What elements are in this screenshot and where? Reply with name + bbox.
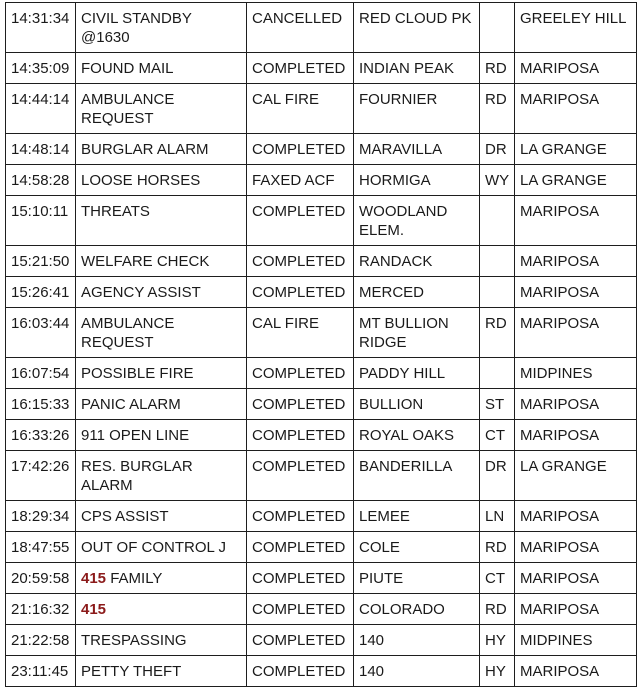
cell-disposition: COMPLETED — [247, 532, 354, 563]
cell-street: INDIAN PEAK — [354, 53, 480, 84]
cell-disposition: COMPLETED — [247, 358, 354, 389]
cell-disposition: COMPLETED — [247, 656, 354, 687]
cell-call-type: PETTY THEFT — [76, 656, 247, 687]
cell-time: 17:42:26 — [6, 451, 76, 501]
cell-call-type: AMBULANCE REQUEST — [76, 84, 247, 134]
cell-disposition: COMPLETED — [247, 625, 354, 656]
cell-city: MARIPOSA — [515, 53, 637, 84]
cell-call-type — [76, 594, 247, 625]
cell-street: RED CLOUD PK — [354, 3, 480, 53]
cell-street: LEMEE — [354, 501, 480, 532]
cell-time: 21:16:32 — [6, 594, 76, 625]
cell-time: 23:11:45 — [6, 656, 76, 687]
cell-street-type: DR — [480, 451, 515, 501]
table-row — [6, 358, 637, 389]
cell-time: 15:21:50 — [6, 246, 76, 277]
incident-log-table — [5, 2, 637, 687]
cell-time: 15:10:11 — [6, 196, 76, 246]
cell-disposition: COMPLETED — [247, 134, 354, 165]
table-row — [6, 656, 637, 687]
cell-street-type — [480, 358, 515, 389]
cell-street: HORMIGA — [354, 165, 480, 196]
cell-street: RANDACK — [354, 246, 480, 277]
cell-time: 16:03:44 — [6, 308, 76, 358]
cell-disposition: COMPLETED — [247, 246, 354, 277]
cell-street-type: RD — [480, 308, 515, 358]
cell-street-type: LN — [480, 501, 515, 532]
cell-street: FOURNIER — [354, 84, 480, 134]
table-row — [6, 451, 637, 501]
cell-street: MERCED — [354, 277, 480, 308]
cell-time: 14:44:14 — [6, 84, 76, 134]
cell-call-type: RES. BURGLAR ALARM — [76, 451, 247, 501]
cell-call-type: PANIC ALARM — [76, 389, 247, 420]
cell-call-type: POSSIBLE FIRE — [76, 358, 247, 389]
cell-city: MARIPOSA — [515, 563, 637, 594]
cell-time: 14:31:34 — [6, 3, 76, 53]
cell-time: 16:33:26 — [6, 420, 76, 451]
cell-street-type: HY — [480, 656, 515, 687]
cell-call-type: CPS ASSIST — [76, 501, 247, 532]
cell-disposition: COMPLETED — [247, 277, 354, 308]
cell-city: MARIPOSA — [515, 84, 637, 134]
cell-city: MARIPOSA — [515, 389, 637, 420]
incident-log-body — [6, 3, 637, 687]
cell-street-type: RD — [480, 84, 515, 134]
cell-street-type: CT — [480, 563, 515, 594]
cell-street-type: RD — [480, 53, 515, 84]
table-row — [6, 134, 637, 165]
cell-street: BANDERILLA — [354, 451, 480, 501]
cell-street-type: ST — [480, 389, 515, 420]
call-code-highlight: 415 — [81, 570, 107, 587]
cell-disposition: COMPLETED — [247, 594, 354, 625]
table-row — [6, 563, 637, 594]
cell-city: LA GRANGE — [515, 451, 637, 501]
cell-street-type: HY — [480, 625, 515, 656]
cell-call-type: CIVIL STANDBY @1630 — [76, 3, 247, 53]
cell-disposition: COMPLETED — [247, 563, 354, 594]
call-code-highlight: 415 — [81, 601, 107, 618]
cell-disposition: FAXED ACF — [247, 165, 354, 196]
cell-call-type: AGENCY ASSIST — [76, 277, 247, 308]
cell-city: MARIPOSA — [515, 532, 637, 563]
cell-disposition: COMPLETED — [247, 451, 354, 501]
cell-time: 18:47:55 — [6, 532, 76, 563]
cell-time: 16:07:54 — [6, 358, 76, 389]
cell-disposition: CANCELLED — [247, 3, 354, 53]
table-row — [6, 277, 637, 308]
cell-disposition: COMPLETED — [247, 196, 354, 246]
table-row — [6, 501, 637, 532]
cell-street-type: RD — [480, 594, 515, 625]
cell-street-type: WY — [480, 165, 515, 196]
cell-call-type — [76, 563, 247, 594]
cell-street: 140 — [354, 625, 480, 656]
cell-city: LA GRANGE — [515, 165, 637, 196]
table-row — [6, 53, 637, 84]
cell-street: ROYAL OAKS — [354, 420, 480, 451]
cell-street: BULLION — [354, 389, 480, 420]
cell-call-type: AMBULANCE REQUEST — [76, 308, 247, 358]
cell-street-type — [480, 3, 515, 53]
cell-call-type: TRESPASSING — [76, 625, 247, 656]
cell-disposition: COMPLETED — [247, 389, 354, 420]
cell-city: MARIPOSA — [515, 277, 637, 308]
table-row — [6, 3, 637, 53]
table-row — [6, 594, 637, 625]
cell-call-type: OUT OF CONTROL J — [76, 532, 247, 563]
cell-city: MIDPINES — [515, 625, 637, 656]
cell-call-type: FOUND MAIL — [76, 53, 247, 84]
cell-street: 140 — [354, 656, 480, 687]
cell-disposition: CAL FIRE — [247, 308, 354, 358]
cell-city: MARIPOSA — [515, 308, 637, 358]
cell-time: 16:15:33 — [6, 389, 76, 420]
table-row — [6, 84, 637, 134]
cell-street: COLE — [354, 532, 480, 563]
cell-call-type: LOOSE HORSES — [76, 165, 247, 196]
table-row — [6, 625, 637, 656]
table-row — [6, 165, 637, 196]
cell-disposition: COMPLETED — [247, 420, 354, 451]
cell-city: MARIPOSA — [515, 246, 637, 277]
cell-city: MARIPOSA — [515, 196, 637, 246]
cell-street: PADDY HILL — [354, 358, 480, 389]
cell-city: MIDPINES — [515, 358, 637, 389]
cell-time: 14:58:28 — [6, 165, 76, 196]
cell-city: MARIPOSA — [515, 594, 637, 625]
cell-street-type — [480, 277, 515, 308]
cell-street: MT BULLION RIDGE — [354, 308, 480, 358]
cell-time: 20:59:58 — [6, 563, 76, 594]
cell-city: MARIPOSA — [515, 501, 637, 532]
table-row — [6, 196, 637, 246]
cell-city: MARIPOSA — [515, 420, 637, 451]
cell-disposition: COMPLETED — [247, 501, 354, 532]
cell-city: GREELEY HILL — [515, 3, 637, 53]
cell-time: 21:22:58 — [6, 625, 76, 656]
table-row — [6, 532, 637, 563]
cell-street-type: CT — [480, 420, 515, 451]
cell-street-type: RD — [480, 532, 515, 563]
table-row — [6, 389, 637, 420]
cell-disposition: COMPLETED — [247, 53, 354, 84]
table-row — [6, 308, 637, 358]
cell-time: 14:35:09 — [6, 53, 76, 84]
cell-street: MARAVILLA — [354, 134, 480, 165]
call-type-text: FAMILY — [106, 570, 163, 587]
cell-call-type: BURGLAR ALARM — [76, 134, 247, 165]
cell-disposition: CAL FIRE — [247, 84, 354, 134]
cell-city: LA GRANGE — [515, 134, 637, 165]
cell-call-type: WELFARE CHECK — [76, 246, 247, 277]
cell-call-type: 911 OPEN LINE — [76, 420, 247, 451]
table-row — [6, 246, 637, 277]
cell-street: WOODLAND ELEM. — [354, 196, 480, 246]
cell-street-type — [480, 196, 515, 246]
cell-time: 18:29:34 — [6, 501, 76, 532]
table-row — [6, 420, 637, 451]
cell-time: 15:26:41 — [6, 277, 76, 308]
cell-street: COLORADO — [354, 594, 480, 625]
cell-street-type — [480, 246, 515, 277]
cell-city: MARIPOSA — [515, 656, 637, 687]
cell-call-type: THREATS — [76, 196, 247, 246]
cell-street-type: DR — [480, 134, 515, 165]
cell-street: PIUTE — [354, 563, 480, 594]
cell-time: 14:48:14 — [6, 134, 76, 165]
